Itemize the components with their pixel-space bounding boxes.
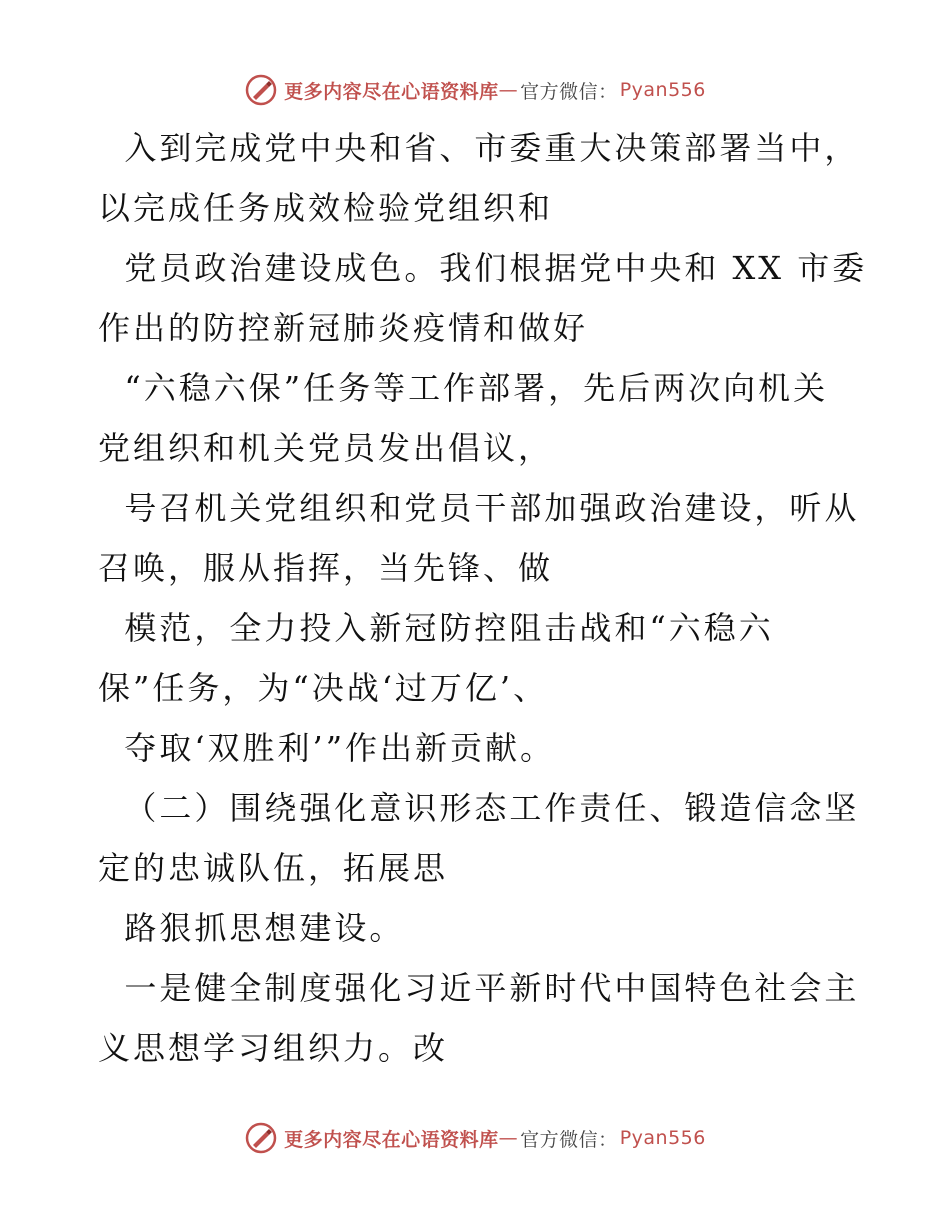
wechat-label: 官方微信： [520,80,618,103]
text-line: 模范，全力投入新冠防控阻击战和“六稳六 [98,609,774,647]
watermark-separator: — [498,1127,519,1149]
text-line: 一是健全制度强化习近平新时代中国特色社会主 [98,969,860,1007]
text-line: “六稳六保”任务等工作部署，先后两次向机关 [98,369,829,407]
pen-logo-icon [244,73,278,107]
pen-logo-icon [244,1121,278,1155]
watermark-brand: 更多内容尽在心语资料库 [284,80,499,103]
text-line: 号召机关党组织和党员干部加强政治建设，听从 [98,489,860,527]
text-line: 保”任务，为“决战‘过万亿’、 [98,669,549,707]
watermark-footer [0,1118,950,1158]
text-line: 以完成任务成效检验党组织和 [98,189,554,227]
text-line: 作出的防控新冠肺炎疫情和做好 [98,309,589,347]
watermark-header [0,70,950,110]
text-line: 党员政治建设成色。我们根据党中央和 XX 市委 [98,249,868,287]
text-line: （二）围绕强化意识形态工作责任、锻造信念坚 [98,789,860,827]
watermark-separator: — [498,79,519,101]
text-line: 义思想学习组织力。改 [98,1029,449,1067]
text-line: 党组织和机关党员发出倡议， [98,429,554,467]
text-line: 路狠抓思想建设。 [98,909,405,947]
watermark-brand: 更多内容尽在心语资料库 [284,1128,499,1151]
wechat-id: Pyan556 [619,79,706,101]
text-line: 召唤，服从指挥，当先锋、做 [98,549,554,587]
wechat-id: Pyan556 [619,1127,706,1149]
text-line: 定的忠诚队伍，拓展思 [98,849,449,887]
wechat-label: 官方微信： [520,1128,618,1151]
text-line: 入到完成党中央和省、市委重大决策部署当中， [98,129,860,167]
document-body [98,118,868,1078]
text-line: 夺取‘双胜利’”作出新贡献。 [98,729,556,767]
